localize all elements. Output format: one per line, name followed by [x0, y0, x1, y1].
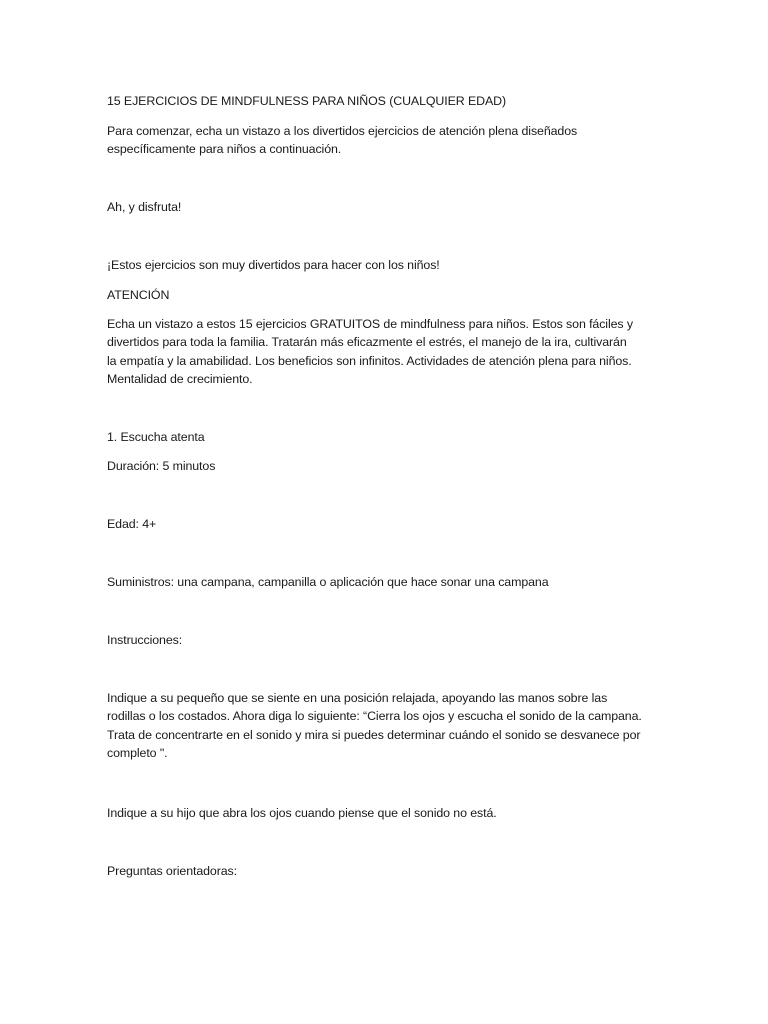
attention-line-4: Mentalidad de crecimiento. — [107, 372, 253, 386]
instructions-line-2: rodillas o los costados. Ahora diga lo siguiente: “Cierra los ojos y escucha el sonido de la campana. — [107, 709, 642, 723]
exercise-1-title: 1. Escucha atenta — [107, 430, 205, 444]
instructions-heading: Instrucciones: — [107, 633, 183, 647]
age-line: Edad: 4+ — [107, 517, 157, 531]
attention-line-3: la empatía y la amabilidad. Los beneficios son infinitos. Actividades de atención plena para niños. — [107, 354, 632, 368]
attention-line-2: divertidos para toda la familia. Tratarán más eficazmente el estrés, el manejo de la ira, cultivarán — [107, 335, 627, 349]
intro-line-1: Para comenzar, echa un vistazo a los divertidos ejercicios de atención plena diseñados — [107, 124, 578, 138]
duration-line: Duración: 5 minutos — [107, 459, 216, 473]
intro-line-2: específicamente para niños a continuación. — [107, 142, 342, 156]
attention-line-1: Echa un vistazo a estos 15 ejercicios GRATUITOS de mindfulness para niños. Estos son fáciles y — [107, 317, 633, 331]
attention-heading: ATENCIÓN — [107, 288, 170, 302]
instructions-line-3: Trata de concentrarte en el sonido y mira si puedes determinar cuándo el sonido se desvanece por — [107, 728, 641, 742]
fun-line: ¡Estos ejercicios son muy divertidos para hacer con los niños! — [107, 258, 440, 272]
supplies-line: Suministros: una campana, campanilla o aplicación que hace sonar una campana — [107, 575, 549, 589]
open-eyes-line: Indique a su hijo que abra los ojos cuando piense que el sonido no está. — [107, 806, 497, 820]
instructions-line-4: completo ". — [107, 746, 168, 760]
guiding-questions-heading: Preguntas orientadoras: — [107, 864, 237, 878]
enjoy-line: Ah, y disfruta! — [107, 200, 182, 214]
document-title: 15 EJERCICIOS DE MINDFULNESS PARA NIÑOS (CUALQUIER EDAD) — [107, 94, 507, 108]
instructions-line-1: Indique a su pequeño que se siente en una posición relajada, apoyando las manos sobre las — [107, 691, 608, 705]
